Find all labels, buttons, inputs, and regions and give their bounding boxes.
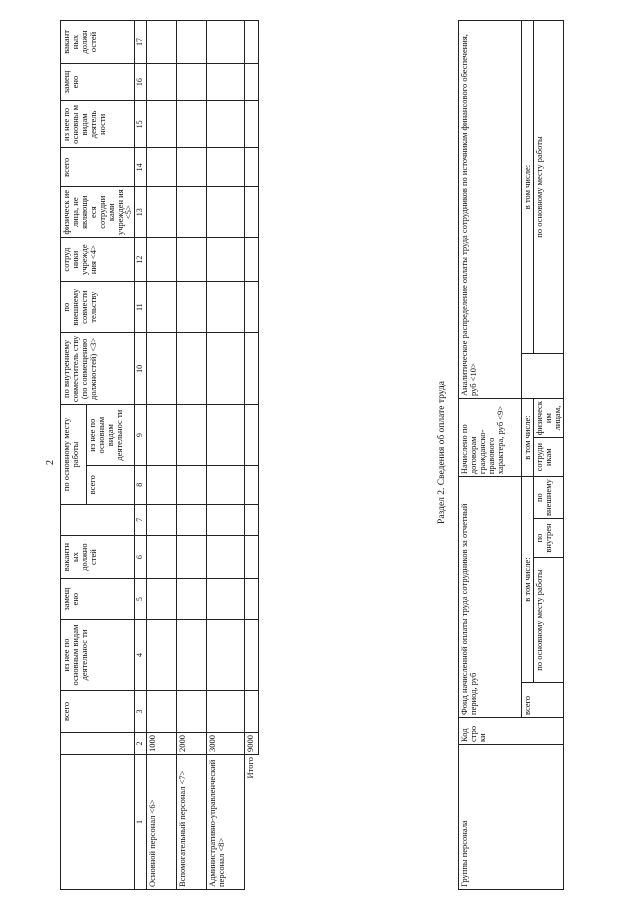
header-internal: по внутреннему совместитель ству (по совмещению должностей) <3> (61, 333, 135, 405)
header-code (61, 733, 135, 755)
header-external: по внешнему (533, 477, 563, 519)
header-employees: сотруди икам (533, 438, 563, 477)
table-row-total (245, 21, 259, 890)
header-incl: в том числе: (522, 477, 534, 683)
col-num: 5 (135, 579, 147, 620)
header-main-workplace: по основному месту работы (61, 405, 87, 504)
row-name: Административно-управленческий персонал <8> (207, 755, 245, 890)
col-num: 12 (135, 238, 147, 282)
row-name: Основной персонал <6> (147, 755, 177, 890)
col-num: 2 (135, 733, 147, 755)
header-group (61, 755, 135, 890)
row-name: Вспомогательный персонал <7> (177, 755, 207, 890)
header-main-activities2: из нее по основны м видам деятель ности (61, 101, 135, 148)
header-physical: физическ ие лица, не являющи еся сотрудни ками учрежден ия <5> (61, 187, 135, 238)
col-num: 4 (135, 620, 147, 691)
header-main-workplace: по основному месту работы (533, 558, 563, 683)
col-num: 9 (135, 405, 147, 466)
staff-table (60, 20, 259, 890)
header-filled: замещ ено (61, 579, 135, 620)
col-num: 17 (135, 21, 147, 64)
col-num: 6 (135, 535, 147, 578)
header-gph: Начислено по договорам гражданско-правового характера, руб <9> (459, 399, 522, 477)
col-num: 13 (135, 187, 147, 238)
header-fund: Фонд начисленной оплаты труда сотрудников за отчетный период, руб (459, 477, 522, 718)
header-main-total: всего (87, 465, 135, 504)
header-vacant2: вакант ных должн остей (61, 21, 135, 64)
header-main-activities: из нее по основным видам деятельнос ти (61, 620, 135, 691)
col-num: 11 (135, 281, 147, 332)
table-row (147, 21, 177, 890)
header-main-workplace2: по основному месту работы (533, 21, 563, 354)
header-analytic-total (522, 354, 564, 399)
page-number-text: 2 (45, 460, 56, 465)
row-code: 1000 (147, 733, 177, 755)
col-num: 14 (135, 148, 147, 187)
col-num: 8 (135, 465, 147, 504)
header-analytic: Аналитическое распределение оплаты труда сотрудников по источникам финансового обеспечения, руб <10> (459, 21, 522, 399)
header-external: по внешнему совмести тельству (61, 281, 135, 332)
total-code: 9000 (245, 733, 259, 755)
header-total: всего (522, 683, 564, 718)
header-total: всего (61, 690, 135, 732)
col-num: 16 (135, 63, 147, 100)
col-num: 10 (135, 333, 147, 405)
col-num: 15 (135, 101, 147, 148)
header-filled2: замещ ено (61, 63, 135, 100)
table-row (207, 21, 245, 890)
header-physical: физическ им лицам, (533, 399, 563, 438)
header-group: Группы персонала (459, 745, 564, 890)
row-code: 3000 (207, 733, 245, 755)
header-col7 (61, 504, 135, 535)
table-row (177, 21, 207, 890)
col-num: 7 (135, 504, 147, 535)
header-code: Код стро ки (459, 718, 564, 745)
row-code: 2000 (177, 733, 207, 755)
col-num: 1 (135, 755, 147, 890)
section-title: Раздел 2. Сведения об оплате труда (437, 381, 447, 524)
total-label: Итого (245, 757, 256, 779)
header-incl2: в том числе: (522, 399, 534, 477)
col-num: 3 (135, 690, 147, 732)
header-incl3: в том числе: (522, 21, 534, 354)
header-internal: по внутрен (533, 519, 563, 558)
header-employees: сотруд ники учрежде ния <4> (61, 238, 135, 282)
wage-table (458, 20, 564, 890)
header-vacant: вакантн ых должно стей (61, 535, 135, 578)
header-total2: всего (61, 148, 135, 187)
header-main-activities3: из нее по основным видам деятельнос ти (87, 405, 135, 466)
